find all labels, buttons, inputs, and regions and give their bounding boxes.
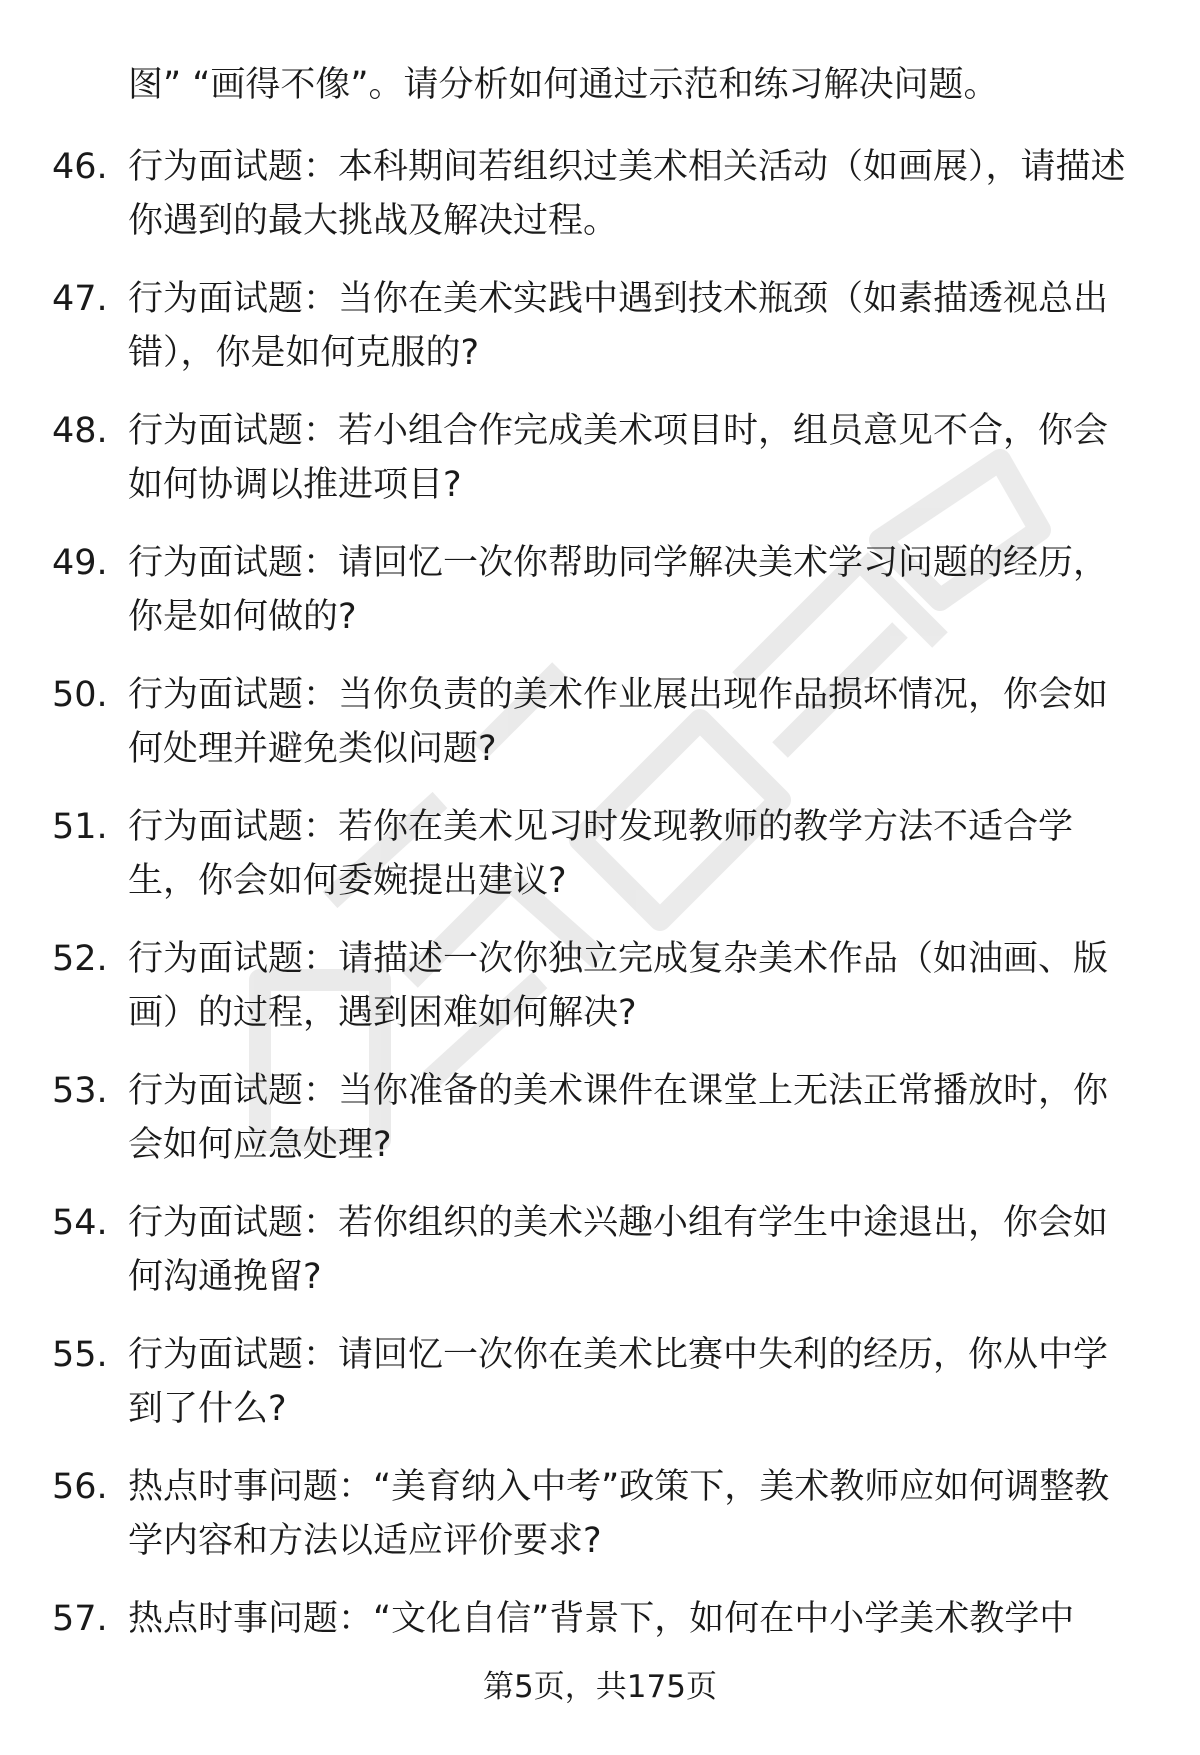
question-number: 47. [52,279,108,319]
question-text: 行为面试题：请回忆一次你帮助同学解决美术学习问题的经历，你是如何做的? [128,543,1109,637]
list-item [0,1460,1200,1592]
list-item [0,536,1200,668]
list-item [0,1196,1200,1328]
question-number: 48. [52,411,108,451]
question-text: 行为面试题：请描述一次你独立完成复杂美术作品（如油画、版画）的过程，遇到困难如何解决? [128,939,1109,1033]
list-item [0,1328,1200,1460]
question-text: 行为面试题：当你准备的美术课件在课堂上无法正常播放时，你会如何应急处理? [128,1071,1109,1165]
question-text: 热点时事问题：“文化自信”背景下，如何在中小学美术教学中 [128,1599,1075,1639]
page-footer: 第5页，共175页 [483,1669,717,1705]
question-list [0,140,1200,1724]
question-text: 热点时事问题：“美育纳入中考”政策下，美术教师应如何调整教学内容和方法以适应评价要求? [128,1467,1110,1561]
list-item [0,272,1200,404]
list-item [0,140,1200,272]
question-text: 行为面试题：若你在美术见习时发现教师的教学方法不适合学生，你会如何委婉提出建议? [128,807,1074,901]
question-text: 行为面试题：当你在美术实践中遇到技术瓶颈（如素描透视总出错），你是如何克服的? [128,279,1109,373]
question-text: 行为面试题：本科期间若组织过美术相关活动（如画展），请描述你遇到的最大挑战及解决过程。 [128,147,1126,241]
list-item [0,668,1200,800]
question-number: 52. [52,939,108,979]
continuation-text: 图” “画得不像”。请分析如何通过示范和练习解决问题。 [128,65,999,105]
list-item [0,1064,1200,1196]
question-number: 49. [52,543,108,583]
question-number: 54. [52,1203,108,1243]
list-item [0,932,1200,1064]
question-number: 46. [52,147,108,187]
question-number: 50. [52,675,108,715]
question-number: 57. [52,1599,108,1639]
question-number: 56. [52,1467,108,1507]
question-number: 55. [52,1335,108,1375]
question-text: 行为面试题：当你负责的美术作业展出现作品损坏情况，你会如何处理并避免类似问题? [128,675,1109,769]
question-text: 行为面试题：若小组合作完成美术项目时，组员意见不合，你会如何协调以推进项目? [128,411,1109,505]
list-item [0,800,1200,932]
question-number: 53. [52,1071,108,1111]
question-text: 行为面试题：请回忆一次你在美术比赛中失利的经历，你从中学到了什么? [128,1335,1109,1429]
list-item [0,404,1200,536]
question-number: 51. [52,807,108,847]
question-text: 行为面试题：若你组织的美术兴趣小组有学生中途退出，你会如何沟通挽留? [128,1203,1109,1297]
